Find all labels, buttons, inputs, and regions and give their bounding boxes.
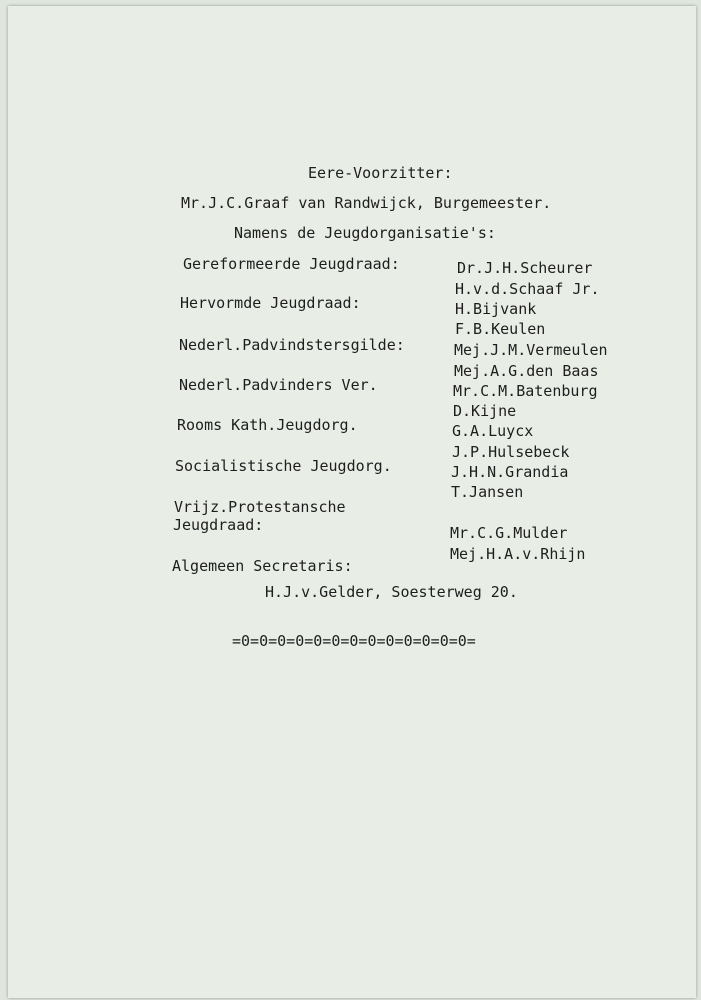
organisation-gereformeerde: Gereformeerde Jeugdraad: [183, 255, 400, 273]
honorary-chair: Mr.J.C.Graaf van Randwijck, Burgemeester. [181, 194, 552, 212]
member-schaaf: H.v.d.Schaaf Jr. [455, 280, 600, 298]
member-vermeulen: Mej.J.M.Vermeulen [454, 341, 608, 359]
organisation-rooms-kath: Rooms Kath.Jeugdorg. [177, 416, 358, 434]
member-grandia: J.H.N.Grandia [451, 463, 569, 481]
organisation-vrijz-protestansche: Vrijz.Protestansche [174, 498, 346, 516]
member-bijvank: H.Bijvank [455, 300, 537, 318]
member-mulder: Mr.C.G.Mulder [450, 524, 568, 542]
secretary: H.J.v.Gelder, Soesterweg 20. [265, 583, 518, 601]
member-rhijn: Mej.H.A.v.Rhijn [450, 545, 586, 563]
member-hulsebeck: J.P.Hulsebeck [452, 443, 570, 461]
organisation-socialistische: Socialistische Jeugdorg. [175, 457, 392, 475]
member-jansen: T.Jansen [451, 483, 524, 501]
divider: =0=0=0=0=0=0=0=0=0=0=0=0=0= [232, 632, 476, 650]
member-keulen: F.B.Keulen [455, 320, 546, 338]
organisation-hervormde: Hervormde Jeugdraad: [180, 294, 361, 312]
member-den-baas: Mej.A.G.den Baas [454, 362, 599, 380]
organisation-padvindstersgilde: Nederl.Padvindstersgilde: [179, 336, 405, 354]
member-scheurer: Dr.J.H.Scheurer [457, 259, 593, 277]
member-kijne: D.Kijne [453, 402, 517, 420]
honorary-chair-label: Eere-Voorzitter: [308, 164, 453, 182]
organisation-padvinders: Nederl.Padvinders Ver. [179, 376, 378, 394]
member-batenburg: Mr.C.M.Batenburg [453, 382, 598, 400]
organisation-jeugdraad: Jeugdraad: [173, 516, 264, 534]
member-luycx: G.A.Luycx [452, 422, 534, 440]
secretary-label: Algemeen Secretaris: [172, 557, 353, 575]
typed-page [8, 6, 696, 998]
on-behalf-label: Namens de Jeugdorganisatie's: [234, 224, 496, 242]
